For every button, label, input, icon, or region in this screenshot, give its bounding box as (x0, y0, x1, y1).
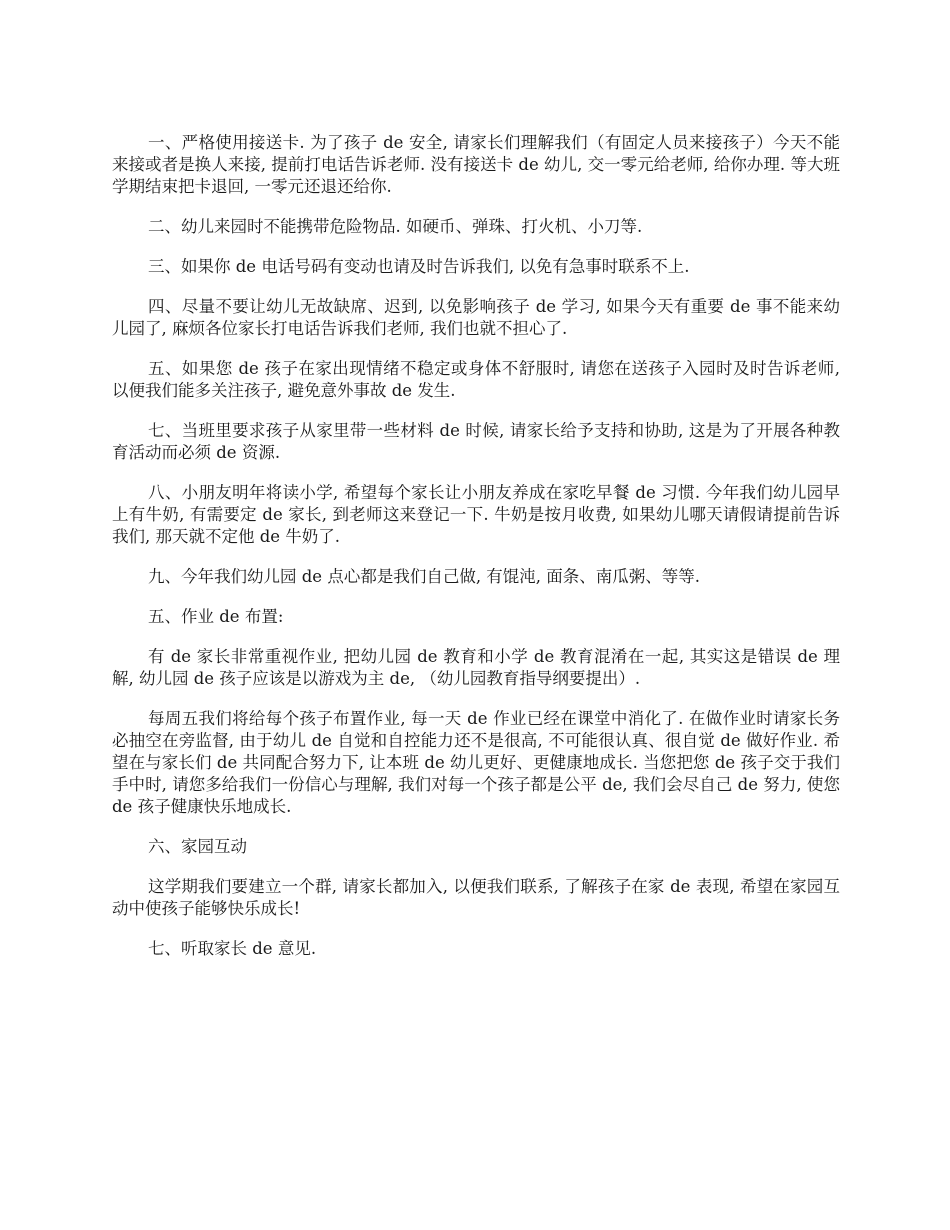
heading-feedback: 七、听取家长 de 意见. (148, 939, 317, 958)
paragraph-pickup-card: 一、严格使用接送卡. 为了孩子 de 安全, 请家长们理解我们（有固定人员来接孩子）今天不能来接或者是换人来接, 提前打电话告诉老师. 没有接送卡 de 幼儿, 交一零元给老师, 给你办理. 等大班学期结束把卡退回, 一零元还退还给你. (112, 133, 840, 196)
paragraph-phone-change: 三、如果你 de 电话号码有变动也请及时告诉我们, 以免有急事时联系不上. (148, 257, 690, 276)
paragraph-group: 这学期我们要建立一个群, 请家长都加入, 以便我们联系, 了解孩子在家 de 表现, 希望在家园互动中使孩子能够快乐成长! (112, 877, 840, 918)
paragraph-dangerous-items: 二、幼儿来园时不能携带危险物品. 如硬币、弹珠、打火机、小刀等. (148, 217, 643, 236)
heading-home-school: 六、家园互动 (148, 837, 247, 856)
paragraph-absence: 四、尽量不要让幼儿无故缺席、迟到, 以免影响孩子 de 学习, 如果今天有重要 de 事不能来幼儿园了, 麻烦各位家长打电话告诉我们老师, 我们也就不担心了. (112, 297, 840, 338)
paragraph-snacks: 九、今年我们幼儿园 de 点心都是我们自己做, 有馄沌, 面条、南瓜粥、等等. (148, 567, 701, 586)
heading-homework: 五、作业 de 布置: (148, 607, 284, 626)
paragraph-breakfast: 八、小朋友明年将读小学, 希望每个家长让小朋友养成在家吃早餐 de 习惯. 今年我们幼儿园早上有牛奶, 有需要定 de 家长, 到老师这来登记一下. 牛奶是按月收费, 如果幼儿哪天请假请提前告诉我们, 那天就不定他 de 牛奶了. (112, 483, 840, 546)
paragraph-homework-view: 有 de 家长非常重视作业, 把幼儿园 de 教育和小学 de 教育混淆在一起, 其实这是错误 de 理解, 幼儿园 de 孩子应该是以游戏为主 de, （幼儿园教育指导纲要提出）. (112, 647, 840, 688)
document-body (112, 132, 840, 978)
paragraph-homework-weekly: 每周五我们将给每个孩子布置作业, 每一天 de 作业已经在课堂中消化了. 在做作业时请家长务必抽空在旁监督, 由于幼儿 de 自觉和自控能力还不是很高, 不可能很认真、很自觉 de 做好作业. 希望在与家长们 de 共同配合努力下, 让本班 de 幼儿更好、更健康地成长. 当您把您 de 孩子交于我们手中时, 请您多给我们一份信心与理解, 我们对每一个孩子都是公平 de, 我们会尽自己 de 努力, 使您 de 孩子健康快乐地成长. (112, 709, 840, 816)
paragraph-materials: 七、当班里要求孩子从家里带一些材料 de 时候, 请家长给予支持和协助, 这是为了开展各种教育活动而必须 de 资源. (112, 421, 840, 462)
paragraph-health: 五、如果您 de 孩子在家出现情绪不稳定或身体不舒服时, 请您在送孩子入园时及时告诉老师, 以便我们能多关注孩子, 避免意外事故 de 发生. (112, 359, 840, 400)
